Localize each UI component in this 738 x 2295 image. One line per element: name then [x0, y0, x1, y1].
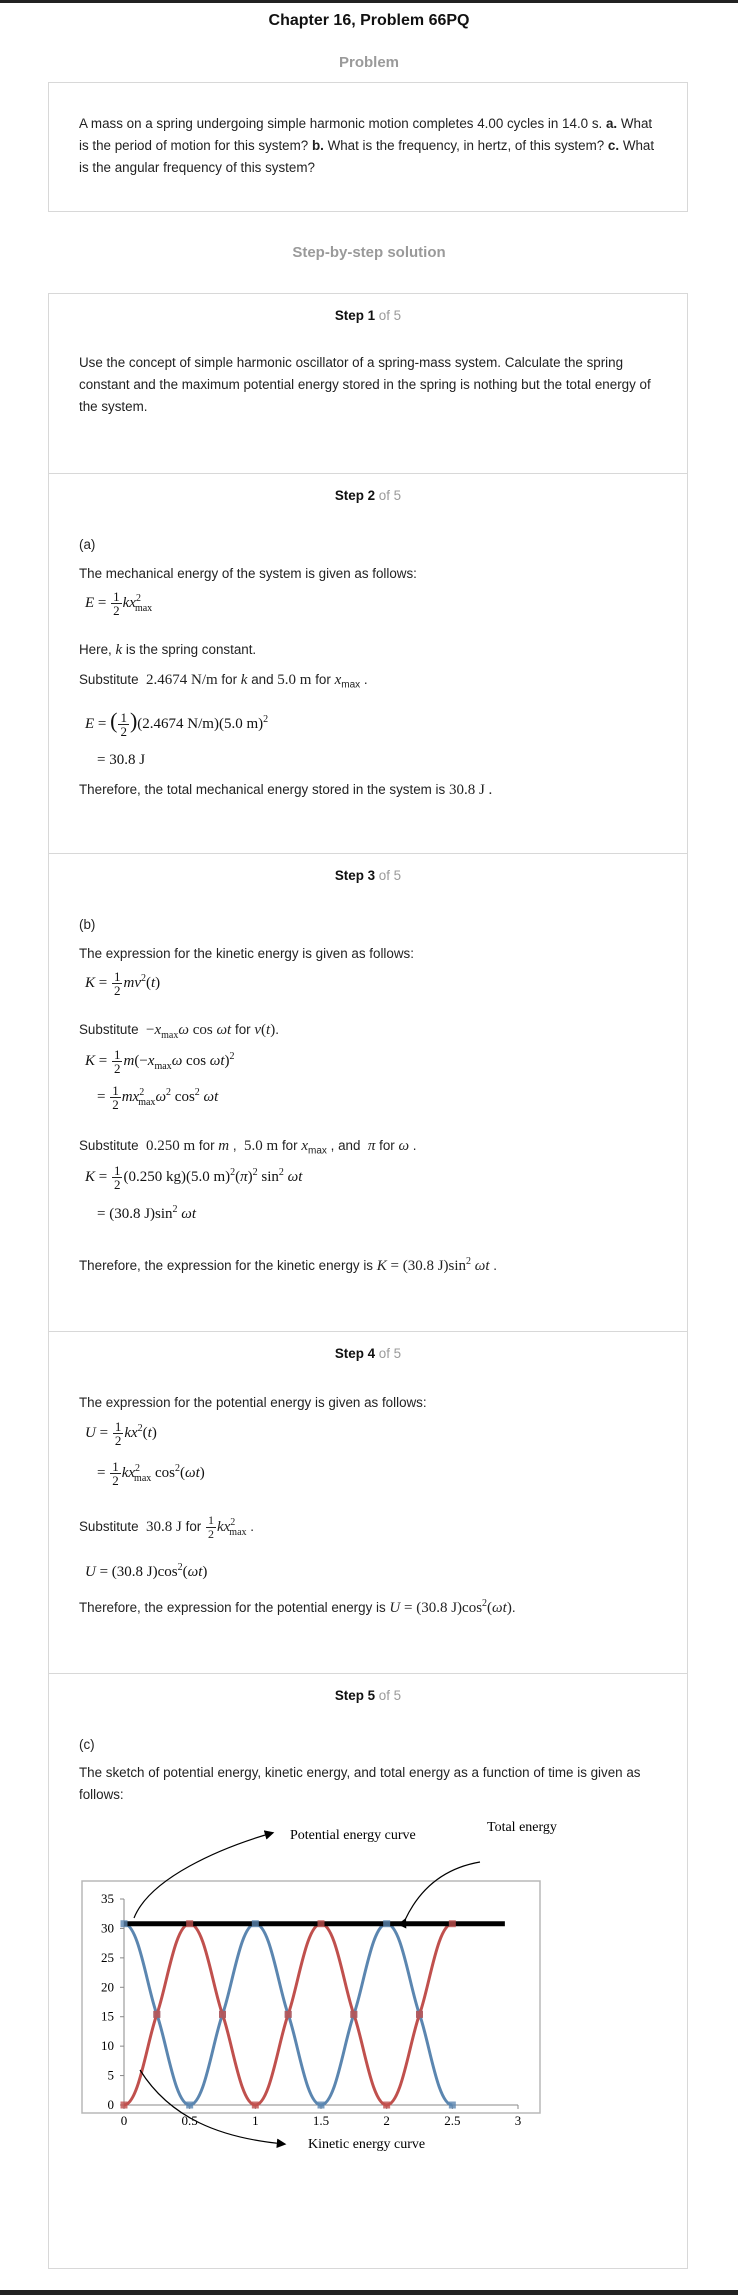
x-tick-label: 0 [120, 2113, 128, 2128]
step-1 [48, 293, 688, 473]
x-tick-label: 2.5 [444, 2113, 461, 2128]
y-tick-label: 5 [107, 2067, 114, 2083]
substitute-line-a: Substitute 2.4674 N/m for k and 5.0 m for $x_{max}$ . [79, 672, 368, 691]
kinetic-expanded: K = $\frac{1}{2}$ $m(-x_{max}\omega$ cos ωt)$^2$ [85, 1047, 235, 1076]
step-5-header: Step 5 of 5 [334, 1688, 402, 1703]
kinetic-energy-point [449, 2102, 456, 2109]
problem-text: A mass on a spring undergoing simple harmonic motion completes 4.00 cycles in 14.0 s. a. What is the period of motion for this system? b. What is the frequency, in hertz, of this system? c. What is the angular frequency of this system? [79, 116, 655, 175]
y-tick-label: 30 [101, 1920, 114, 1936]
kinetic-energy-point [383, 1920, 390, 1927]
step-2-conclusion: Therefore, the total mechanical energy stored in the system is 30.8 J . [79, 782, 493, 798]
step-3-header: Step 3 of 5 [334, 868, 402, 883]
kinetic-substituted: K = $\frac{1}{2}$ (0.250 kg)(5.0 $m)^2(\pi)^2$ $\sin^2 \omega t$ [85, 1163, 303, 1192]
step-4-header: Step 4 of 5 [334, 1346, 402, 1361]
y-tick-label: 25 [101, 1949, 114, 1965]
solution-heading: Step-by-step solution [292, 244, 446, 261]
y-tick-label: 35 [101, 1891, 114, 1906]
bottom-border [0, 2290, 738, 2295]
kinetic-simplified: = $\frac{1}{2}$ $mx^2_{max}\omega^2$ $\cos^2 \omega t$ [97, 1083, 219, 1112]
y-tick-label: 15 [101, 2008, 114, 2024]
potential-result: U = (30.8 $J)\cos^2(\omega t)$ [85, 1562, 208, 1580]
here-line: Here, k is the spring constant. [79, 642, 257, 658]
energy-chart [0, 1808, 738, 2158]
x-tick-label: 1.5 [312, 2113, 330, 2128]
potential-energy-point [416, 2011, 423, 2018]
energy-substitution: E = ( $\frac{1}{2}$ )(2.4674 N/m)(5.0 m)$^2$ [85, 708, 269, 740]
step-2-header: Step 2 of 5 [334, 488, 402, 503]
potential-formula: U = $\frac{1}{2}$ $kx^2(t)$ [85, 1419, 157, 1448]
potential-energy-point [449, 1920, 456, 1927]
problem-heading: Problem [338, 54, 399, 71]
kinetic-energy-point [318, 2102, 325, 2109]
x-tick-label: 3 [514, 2113, 522, 2128]
substitute-velocity: Substitute $-x_{max}\omega$ cos ωt for v(t). [79, 1022, 279, 1041]
potential-energy-point [252, 2102, 259, 2109]
part-b-label: (b) [79, 917, 96, 932]
potential-energy-point [121, 2102, 128, 2109]
potential-energy-point [285, 2011, 292, 2018]
step-4-intro: The expression for the potential energy is given as follows: [79, 1395, 427, 1410]
part-a-label: (a) [79, 537, 96, 552]
x-tick-label: 2 [383, 2113, 390, 2128]
pe-label: Potential energy curve [290, 1828, 416, 1843]
step-5-intro: The sketch of potential energy, kinetic energy, and total energy as a function of time is given as follows: [79, 1765, 641, 1802]
potential-energy-point [318, 1920, 325, 1927]
y-tick-label: 0 [107, 2097, 114, 2112]
part-c-label: (c) [79, 1737, 95, 1752]
potential-energy-point [219, 2011, 226, 2018]
potential-energy-point [186, 1920, 193, 1927]
potential-energy-point [153, 2011, 160, 2018]
problem-box [48, 82, 688, 212]
step-3 [48, 853, 688, 1331]
y-tick-label: 10 [101, 2038, 114, 2054]
kinetic-energy-point [121, 1920, 128, 1927]
kinetic-result: = (30.8 $J)\sin^2$ ωt [97, 1204, 197, 1222]
top-border [0, 0, 738, 3]
potential-expanded: = $\frac{1}{2}$ $kx^2_{max}$ $\cos^2(\omega t)$ [97, 1459, 205, 1488]
ke-label: Kinetic energy curve [308, 2137, 426, 2152]
x-tick-label: 1 [252, 2113, 259, 2128]
x-tick-label: 0.5 [181, 2113, 198, 2128]
energy-formula: E = $\frac{1}{2}$ $kx^2_{max}$ [85, 589, 153, 618]
step-1-text: Use the concept of simple harmonic oscillator of a spring-mass system. Calculate the spring constant and the maximum potential energy stored in the spring is nothing but the total energy of the system. [79, 355, 651, 414]
step-4-conclusion: Therefore, the expression for the potential energy is U = (30.8 $J)\cos^2(\omega t)$. [79, 1598, 516, 1616]
kinetic-energy-point [186, 2102, 193, 2109]
total-label: Total energy [487, 1820, 557, 1835]
substitute-energy: Substitute 30.8 J for $\frac{1}{2}$ $kx^2_{max}$ . [79, 1513, 254, 1541]
kinetic-energy-point [252, 1920, 259, 1927]
step-1-header: Step 1 of 5 [334, 308, 402, 323]
step-2-intro: The mechanical energy of the system is given as follows: [79, 566, 417, 581]
potential-energy-point [350, 2011, 357, 2018]
step-3-intro: The expression for the kinetic energy is given as follows: [79, 946, 414, 961]
step-4 [48, 1331, 688, 1673]
step-2 [48, 473, 688, 853]
step-3-conclusion: Therefore, the expression for the kinetic energy is K = (30.8 $J)\sin^2$ ωt . [79, 1256, 498, 1274]
kinetic-formula: K = $\frac{1}{2}$ $mv^2(t)$ [85, 969, 161, 998]
page-title: Chapter 16, Problem 66PQ [268, 12, 470, 29]
substitute-values: Substitute 0.250 m for m , 5.0 m for $x_{max}$ , and π for ω . [79, 1138, 417, 1157]
y-tick-label: 20 [101, 1979, 114, 1995]
potential-energy-point [383, 2102, 390, 2109]
energy-result: = 30.8 J [97, 752, 146, 768]
